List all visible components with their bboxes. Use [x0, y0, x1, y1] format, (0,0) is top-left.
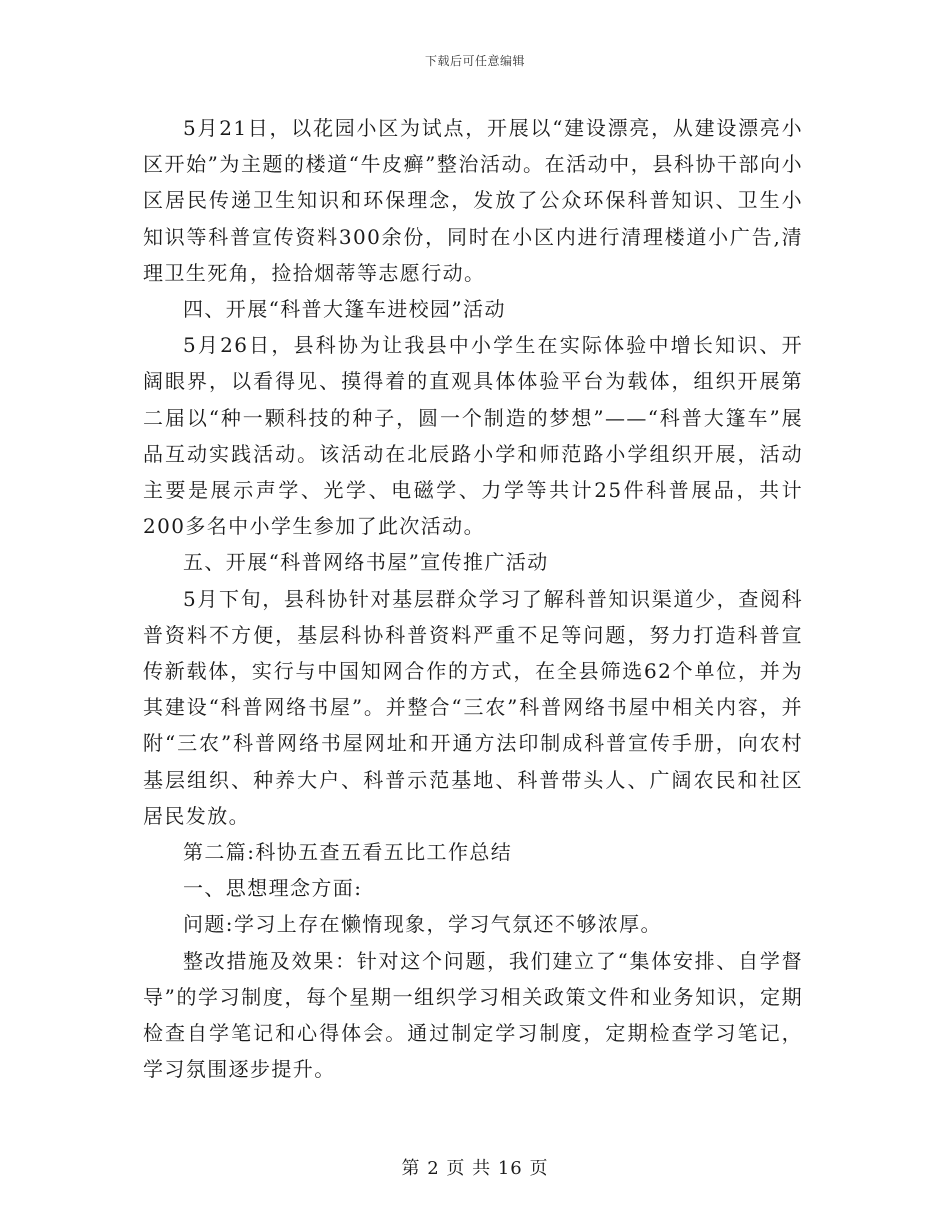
download-editable-note: 下载后可任意编辑: [424, 54, 525, 68]
page-number: 第 2 页 共 16 页: [401, 1158, 549, 1179]
section-heading-science-caravan: 四、开展“科普大篷车进校园”活动: [183, 297, 506, 322]
paragraph-science-caravan: 5月26日，县科协为让我县中小学生在实际体验中增长知识、开阔眼界，以看得见、摸得着的直观具体体验平台为载体，组织开展第二届以“种一颗科技的种子，圆一个制造的梦想”——“科普大篷车”展品互动实践活动。该活动在北辰路小学和师范路小学组织开展，活动主要是展示声学、光学、电磁学、力学等共计25件科普展品，共计200多名中小学生参加了此次活动。: [143, 333, 803, 539]
paragraph-rectification: 整改措施及效果：针对这个问题，我们建立了“集体安排、自学督导”的学习制度，每个星期一组织学习相关政策文件和业务知识，定期检查自学笔记和心得体会。通过制定学习制度，定期检查学习笔记，学习氛围逐步提升。: [143, 948, 803, 1082]
problem-statement: 问题:学习上存在懒惰现象，学习气氛还不够浓厚。: [183, 912, 662, 937]
chapter-title-second: 第二篇:科协五查五看五比工作总结: [183, 840, 513, 865]
paragraph-network-library: 5月下旬，县科协针对基层群众学习了解科普知识渠道少，查阅科普资料不方便，基层科协科普资料严重不足等问题，努力打造科普宣传新载体，实行与中国知网合作的方式，在全县筛选62个单位，并为其建设“科普网络书屋”。并整合“三农”科普网络书屋中相关内容，并附“三农”科普网络书屋网址和开通方法印制成科普宣传手册，向农村基层组织、种养大户、科普示范基地、科普带头人、广阔农民和社区居民发放。: [143, 586, 803, 828]
document-body: [143, 110, 803, 1087]
paragraph-garden-community: 5月21日，以花园小区为试点，开展以“建设漂亮，从建设漂亮小区开始”为主题的楼道“牛皮癣”整治活动。在活动中，县科协干部向小区居民传递卫生知识和环保理念，发放了公众环保科普知识、卫生小知识等科普宣传资料300余份，同时在小区内进行清理楼道小广告,清理卫生死角，捡拾烟蒂等志愿行动。: [143, 116, 803, 285]
section-heading-ideology: 一、思想理念方面:: [183, 876, 363, 901]
section-heading-network-library: 五、开展“科普网络书屋”宣传推广活动: [183, 550, 549, 575]
